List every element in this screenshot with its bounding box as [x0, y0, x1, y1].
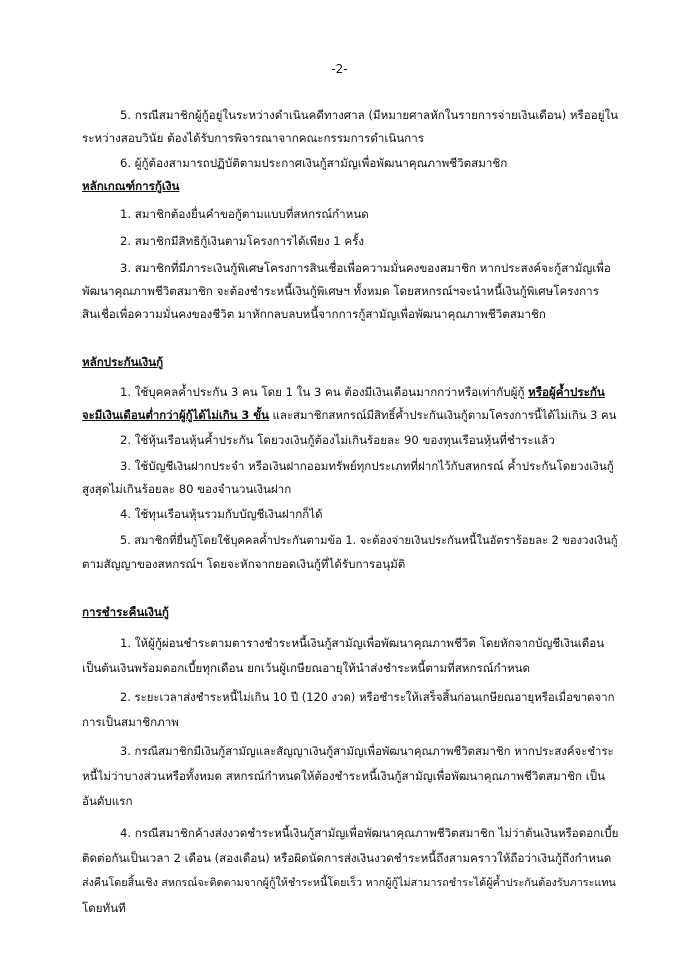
- guarantee-item1-emphasis: หรือผู้ค้ำประกัน: [528, 385, 605, 399]
- intro-item5-line2: ระหว่างสอบวินัย ต้องได้รับการพิจารณาจากคณะกรรมการดำเนินการ: [82, 131, 424, 145]
- loan-criteria-item3-line1: 3. สมาชิกที่มีภาระเงินกู้พิเศษโครงการสินเชื่อเพื่อความมั่นคงของสมาชิก หากประสงค์จะกู้สามัญเพื่อ: [120, 261, 611, 275]
- repayment-item4-line4: โดยทันที: [82, 901, 126, 915]
- repayment-item3-line3: อันดับแรก: [82, 794, 133, 808]
- guarantee-heading: หลักประกันเงินกู้: [82, 355, 164, 369]
- guarantee-item1-text: 1. ใช้บุคคลค้ำประกัน 3 คน โดย 1 ใน 3 คน ต้องมีเงินเดือนมากกว่าหรือเท่ากับผู้กู้: [120, 385, 525, 399]
- guarantee-item1-line1: [120, 384, 620, 400]
- repayment-item3-line2: หนี้ไม่ว่าบางส่วนหรือทั้งหมด สหกรณ์กำหนดให้ต้องชำระหนี้เงินกู้สามัญเพื่อพัฒนาคุณภาพชีวิตสมาชิก เป็น: [82, 769, 606, 783]
- repayment-item1-line2: เป็นต้นเงินพร้อมดอกเบี้ยทุกเดือน ยกเว้นผู้เกษียณอายุให้นำส่งชำระหนี้ตามที่สหกรณ์กำหนด: [82, 661, 531, 675]
- repayment-item1-line1: 1. ให้ผู้กู้ผ่อนชำระตามตารางชำระหนี้เงินกู้สามัญเพื่อพัฒนาคุณภาพชีวิต โดยหักจากบัญชีเงินเดือน: [120, 636, 605, 650]
- repayment-item4-line2: ติดต่อกันเป็นเวลา 2 เดือน (สองเดือน) หรือผิดนัดการส่งเงินงวดชำระหนี้ถึงสามคราวให้ถือว่าเงินกู้ถึงกำหนด: [82, 851, 612, 865]
- loan-criteria-item2: 2. สมาชิกมีสิทธิกู้เงินตามโครงการได้เพียง 1 ครั้ง: [120, 234, 364, 248]
- repayment-item4-line1: 4. กรณีสมาชิกค้างส่งงวดชำระหนี้เงินกู้สามัญเพื่อพัฒนาคุณภาพชีวิตสมาชิก ไม่ว่าต้นเงินหรือดอกเบี้ย: [120, 826, 619, 840]
- guarantee-item1-line2: [82, 407, 620, 423]
- guarantee-item3-line1: 3. ใช้บัญชีเงินฝากประจำ หรือเงินฝากออมทรัพย์ทุกประเภทที่ฝากไว้กับสหกรณ์ ค้ำประกันโดยวงเงินกู้: [120, 459, 614, 473]
- guarantee-item5-line1: 5. สมาชิกที่ยื่นกู้โดยใช้บุคคลค้ำประกันตามข้อ 1. จะต้องจ่ายเงินประกันหนี้ในอัตราร้อยละ 2 ของวงเงินกู้: [120, 534, 618, 547]
- guarantee-item1-text-cont: และสมาชิกสหกรณ์มีสิทธิ์ค้ำประกันเงินกู้ตามโครงการนี้ได้ไม่เกิน 3 คน: [268, 408, 617, 422]
- repayment-item2-line1: 2. ระยะเวลาส่งชำระหนี้ไม่เกิน 10 ปี (120 งวด) หรือชำระให้เสร็จสิ้นก่อนเกษียณอายุหรือเมื่อขาดจาก: [120, 690, 615, 704]
- repayment-item2-line2: การเป็นสมาชิกภาพ: [82, 715, 179, 729]
- intro-item6: 6. ผู้กู้ต้องสามารถปฏิบัติตามประกาศเงินกู้สามัญเพื่อพัฒนาคุณภาพชีวิตสมาชิก: [120, 156, 508, 170]
- loan-criteria-item3-line2: พัฒนาคุณภาพชีวิตสมาชิก จะต้องชำระหนี้เงินกู้พิเศษฯ ทั้งหมด โดยสหกรณ์ฯจะนำหนี้เงินกู้พิเศษโครงการ: [82, 284, 599, 298]
- guarantee-item2: 2. ใช้หุ้นเรือนหุ้นค้ำประกัน โดยวงเงินกู้ต้องไม่เกินร้อยละ 90 ของทุนเรือนหุ้นที่ชำระแล้ว: [120, 433, 555, 447]
- intro-item5-line1: 5. กรณีสมาชิกผู้กู้อยู่ในระหว่างดำเนินคดีทางศาล (มีหมายศาลหักในรายการจ่ายเงินเดือน) หรืออยู่ใน: [120, 108, 619, 122]
- page-number: -2-: [331, 62, 348, 76]
- guarantee-item5-line2: ตามสัญญาของสหกรณ์ฯ โดยจะหักจากยอดเงินกู้ที่ได้รับการอนุมัติ: [82, 557, 406, 571]
- guarantee-item3-line2: สูงสุดไม่เกินร้อยละ 80 ของจำนวนเงินฝาก: [82, 482, 292, 496]
- loan-criteria-item1: 1. สมาชิกต้องยื่นคำขอกู้ตามแบบที่สหกรณ์กำหนด: [120, 207, 369, 221]
- loan-criteria-heading: หลักเกณฑ์การกู้เงิน: [82, 179, 180, 193]
- repayment-heading: การชำระคืนเงินกู้: [82, 605, 169, 619]
- guarantee-item1-emphasis-cont: จะมีเงินเดือนต่ำกว่าผู้กู้ได้ไม่เกิน 3 ขั้น: [82, 408, 269, 422]
- repayment-item3-line1: 3. กรณีสมาชิกมีเงินกู้สามัญและสัญญาเงินกู้สามัญเพื่อพัฒนาคุณภาพชีวิตสมาชิก หากประสงค์จะชำระ: [120, 744, 614, 758]
- guarantee-item4: 4. ใช้ทุนเรือนหุ้นรวมกับบัญชีเงินฝากก็ได้: [120, 507, 323, 521]
- loan-criteria-item3-line3: สินเชื่อเพื่อความมั่นคงของชีวิต มาหักกลบลบหนี้จากการกู้สามัญเพื่อพัฒนาคุณภาพชีวิตสมาชิก: [82, 307, 546, 321]
- repayment-item4-line3: ส่งคืนโดยสิ้นเชิง สหกรณ์จะติดตามจากผู้กู้ให้ชำระหนี้โดยเร็ว หากผู้กู้ไม่สามารถชำระได้ผู้ค้ำประกันต้องรับภาระแทน: [82, 876, 616, 889]
